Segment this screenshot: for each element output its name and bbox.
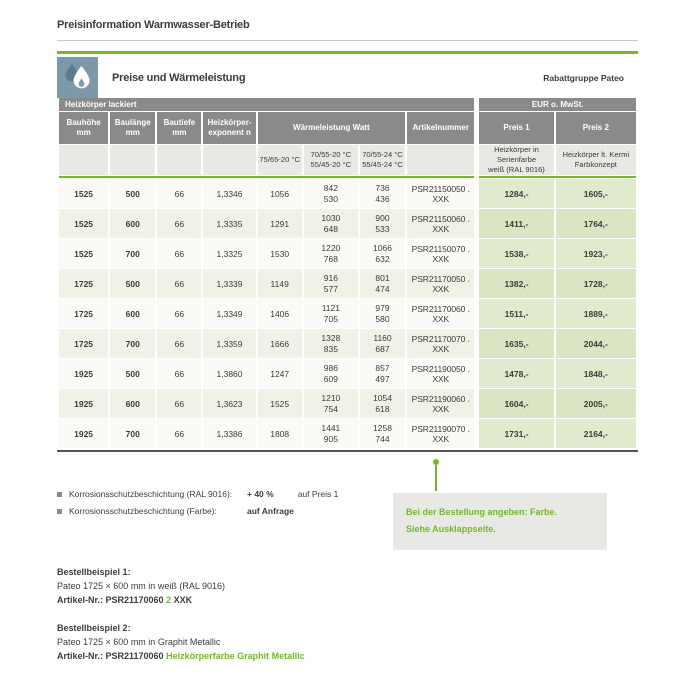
cell-artikelnummer: PSR21190070 . XXK [407,419,474,448]
cell-preis1: 1478,- [479,359,553,388]
table-row [59,239,636,268]
cell-preis2: 1923,- [556,239,636,268]
cell-preis1: 1382,- [479,269,553,298]
price-table-grid [57,97,638,449]
cell-baulaenge: 500 [110,359,155,388]
example-article-number: Artikel-Nr.: PSR21170060 2 XXK [57,595,193,605]
col-header-exponent: Heizkörper- exponent n [203,112,255,144]
cell-watt-75-65: 1149 [258,269,302,298]
table-row [59,329,636,358]
cell-exponent: 1,3349 [203,299,255,328]
cell-watt-75-65: 1056 [258,179,302,208]
order-note-box [393,493,607,550]
title-divider [57,40,638,41]
green-divider-left [59,176,474,178]
cell-watt-75-65: 1530 [258,239,302,268]
cell-watt-75-65: 1406 [258,299,302,328]
color-placeholder-dot: . [467,393,470,404]
cell-bautiefe: 66 [157,329,201,358]
cell-watt-75-65: 1291 [258,209,302,238]
cell-artikelnummer: PSR21150050 . XXK [407,179,474,208]
cell-bautiefe: 66 [157,389,201,418]
table-row [59,209,636,238]
cell-baulaenge: 600 [110,209,155,238]
cell-watt-70-55-24: 1160 687 [360,329,405,358]
cell-baulaenge: 700 [110,329,155,358]
cell-preis1: 1284,- [479,179,553,208]
cell-exponent: 1,3339 [203,269,255,298]
page-title: Preisinformation Warmwasser-Betrieb [57,19,250,31]
cell-baulaenge: 500 [110,269,155,298]
subheader-temp1: 75/65-20 °C [258,145,302,175]
cell-watt-70-55-24: 979 580 [360,299,405,328]
example-description: Pateo 1725 × 600 mm in Graphit Metallic [57,637,221,647]
cell-watt-70-55-24: 1066 632 [360,239,405,268]
table-row [59,359,636,388]
cell-watt-70-55-20: 986 609 [304,359,358,388]
cell-preis2: 1889,- [556,299,636,328]
table-row [59,269,636,298]
section-gap [476,145,477,175]
order-example-1 [57,567,305,605]
cell-bauhoehe: 1725 [59,299,108,328]
cell-bauhoehe: 1925 [59,389,108,418]
color-placeholder-dot: . [467,243,470,254]
table-body [59,98,636,448]
example-title: Bestellbeispiel 1: [57,567,131,577]
cell-bauhoehe: 1525 [59,209,108,238]
color-placeholder-dot: . [467,213,470,224]
cell-bauhoehe: 1525 [59,239,108,268]
color-placeholder-dot: . [467,273,470,284]
group-header-right: EUR o. MwSt. [479,98,636,111]
cell-artikelnummer: PSR21190060 . XXK [407,389,474,418]
subheader-empty-cell [203,145,255,175]
cell-exponent: 1,3386 [203,419,255,448]
section-title: Preise und Wärmeleistung [112,71,246,84]
accent-divider [57,51,638,54]
cell-preis2: 2164,- [556,419,636,448]
section-gap [476,239,477,268]
col-header-baulaenge: Baulänge mm [110,112,155,144]
cell-bautiefe: 66 [157,269,201,298]
cell-baulaenge: 600 [110,299,155,328]
order-note-line1: Bei der Bestellung angeben: Farbe. [406,507,558,517]
table-row [59,299,636,328]
section-gap [476,359,477,388]
table-row [59,419,636,448]
cell-artikelnummer: PSR21190050 . XXK [407,359,474,388]
square-bullet-icon [57,509,62,514]
cell-watt-70-55-20: 1441 905 [304,419,358,448]
section-gap [476,419,477,448]
cell-watt-70-55-20: 1121 705 [304,299,358,328]
cell-exponent: 1,3325 [203,239,255,268]
cell-bautiefe: 66 [157,359,201,388]
col-header-waermeleistung: Wärmeleistung Watt [258,112,405,144]
subheader-empty-cell [407,145,474,175]
cell-watt-75-65: 1247 [258,359,302,388]
cell-watt-75-65: 1666 [258,329,302,358]
cell-bautiefe: 66 [157,179,201,208]
cell-preis2: 2044,- [556,329,636,358]
color-placeholder-dot: . [467,363,470,374]
cell-preis1: 1538,- [479,239,553,268]
column-header-row [59,112,636,144]
section-header [57,57,638,98]
cell-preis2: 1728,- [556,269,636,298]
cell-bauhoehe: 1925 [59,419,108,448]
subheader-temp3: 70/55-24 °C 55/45-24 °C [360,145,405,175]
cell-bautiefe: 66 [157,239,201,268]
cell-artikelnummer: PSR21170060 . XXK [407,299,474,328]
col-header-preis1: Preis 1 [479,112,553,144]
cell-watt-70-55-24: 1258 744 [360,419,405,448]
order-examples [57,567,305,661]
price-table [57,97,638,452]
cell-preis2: 1605,- [556,179,636,208]
example-title: Bestellbeispiel 2: [57,623,131,633]
cell-watt-75-65: 1525 [258,389,302,418]
group-header-row [59,98,636,111]
subheader-row [59,145,636,175]
cell-baulaenge: 700 [110,419,155,448]
cell-bautiefe: 66 [157,209,201,238]
order-note-line2: Siehe Ausklappseite. [406,524,496,534]
section-gap [476,176,477,178]
section-gap [476,269,477,298]
cell-preis1: 1635,- [479,329,553,358]
col-header-artikelnummer: Artikelnummer [407,112,474,144]
cell-watt-70-55-20: 842 530 [304,179,358,208]
green-divider-right [479,176,636,178]
group-header-left: Heizkörper lackiert [59,98,474,111]
discount-group-label: Rabattgruppe Pateo [543,72,624,83]
cell-watt-70-55-24: 1054 618 [360,389,405,418]
cell-baulaenge: 500 [110,179,155,208]
cell-bautiefe: 66 [157,419,201,448]
table-row [59,389,636,418]
cell-exponent: 1,3860 [203,359,255,388]
cell-baulaenge: 700 [110,239,155,268]
section-gap [476,209,477,238]
cell-preis2: 1764,- [556,209,636,238]
cell-watt-70-55-20: 1210 754 [304,389,358,418]
table-row [59,179,636,208]
cell-preis1: 1411,- [479,209,553,238]
cell-watt-70-55-24: 801 474 [360,269,405,298]
cell-bauhoehe: 1525 [59,179,108,208]
subheader-empty-cell [157,145,201,175]
example-description: Pateo 1725 × 600 mm in weiß (RAL 9016) [57,581,226,591]
cell-preis1: 1604,- [479,389,553,418]
example-article-number: Artikel-Nr.: PSR21170060 Heizkörperfarbe Graphit Metallic [57,651,305,661]
footnote-corrosion-ral: Korrosionsschutzbeschichtung (RAL 9016): + 40 % auf Preis 1 [57,489,338,499]
cell-watt-70-55-20: 1328 835 [304,329,358,358]
cell-preis2: 2005,- [556,389,636,418]
cell-preis2: 1848,- [556,359,636,388]
section-gap [476,179,477,208]
cell-bautiefe: 66 [157,299,201,328]
subheader-empty-cell [59,145,108,175]
order-example-2 [57,623,305,661]
color-placeholder-dot: . [467,183,470,194]
color-placeholder-dot: . [467,423,470,434]
cell-exponent: 1,3623 [203,389,255,418]
cell-watt-70-55-20: 916 577 [304,269,358,298]
section-gap [476,389,477,418]
section-gap [476,329,477,358]
cell-preis1: 1731,- [479,419,553,448]
col-header-preis2: Preis 2 [556,112,636,144]
section-gap [476,112,477,144]
cell-watt-70-55-24: 736 436 [360,179,405,208]
cell-artikelnummer: PSR21170050 . XXK [407,269,474,298]
cell-artikelnummer: PSR21150060 . XXK [407,209,474,238]
water-drops-icon [57,57,98,98]
col-header-bautiefe: Bautiefe mm [157,112,201,144]
cell-exponent: 1,3335 [203,209,255,238]
cell-exponent: 1,3346 [203,179,255,208]
cell-artikelnummer: PSR21150070 . XXK [407,239,474,268]
square-bullet-icon [57,492,62,497]
cell-exponent: 1,3359 [203,329,255,358]
pointer-line [435,465,437,491]
subheader-preis1-desc: Heizkörper in Serienfarbe weiß (RAL 9016) [479,145,553,175]
footnotes [57,489,338,523]
subheader-temp2: 70/55-20 °C 55/45-20 °C [304,145,358,175]
cell-watt-70-55-20: 1030 648 [304,209,358,238]
cell-watt-70-55-20: 1220 768 [304,239,358,268]
section-gap [476,98,477,111]
cell-watt-70-55-24: 900 533 [360,209,405,238]
cell-bauhoehe: 1725 [59,329,108,358]
subheader-preis2-desc: Heizkörper lt. Kermi Farbkonzept [556,145,636,175]
table-bottom-border [57,450,638,452]
subheader-empty-cell [110,145,155,175]
cell-watt-70-55-24: 857 497 [360,359,405,388]
cell-watt-75-65: 1808 [258,419,302,448]
footnote-corrosion-color: Korrosionsschutzbeschichtung (Farbe): auf Anfrage [57,506,338,516]
green-divider-row [59,176,636,178]
col-header-bauhoehe: Bauhöhe mm [59,112,108,144]
color-placeholder-dot: . [467,333,470,344]
cell-bauhoehe: 1925 [59,359,108,388]
cell-preis1: 1511,- [479,299,553,328]
cell-baulaenge: 600 [110,389,155,418]
section-gap [476,299,477,328]
cell-artikelnummer: PSR21170070 . XXK [407,329,474,358]
color-placeholder-dot: . [467,303,470,314]
cell-bauhoehe: 1725 [59,269,108,298]
